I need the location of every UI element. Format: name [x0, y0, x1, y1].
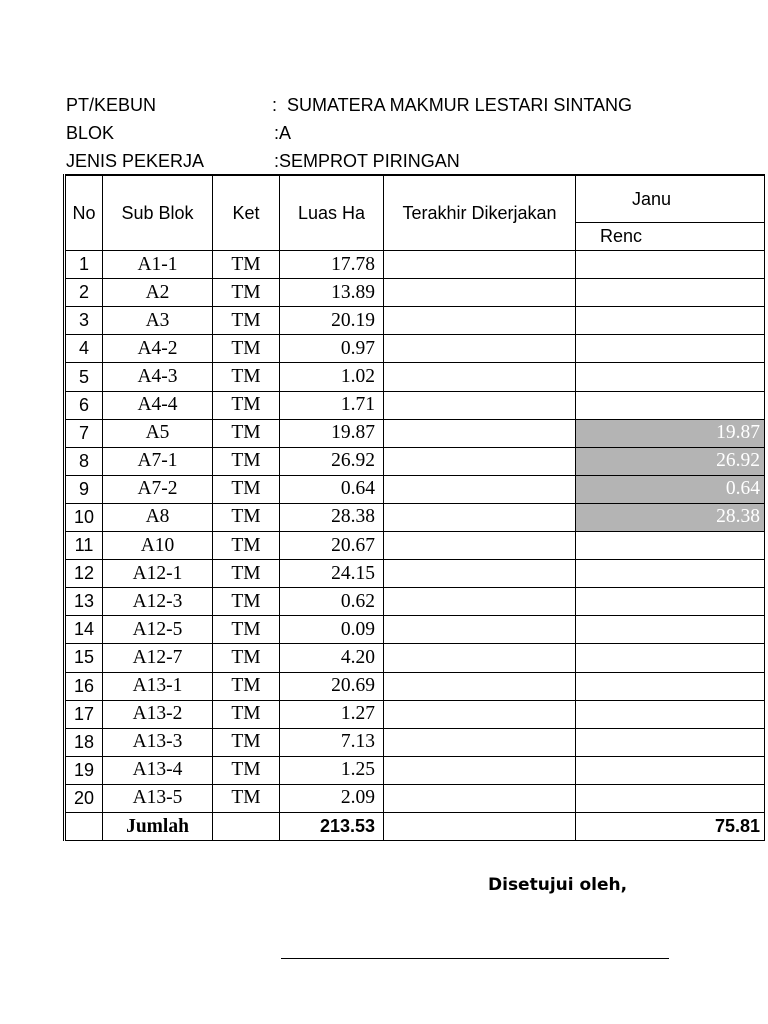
row-ket-cell: TM — [213, 588, 280, 616]
row-sub-blok-cell: A13-1 — [103, 672, 213, 700]
row-renc-cell — [576, 784, 765, 812]
row-ket-cell: TM — [213, 700, 280, 728]
row-terakhir-cell — [384, 419, 576, 447]
row-ket-cell: TM — [213, 532, 280, 560]
row-sub-blok-cell: A12-3 — [103, 588, 213, 616]
row-terakhir-cell — [384, 447, 576, 475]
table-row — [65, 447, 765, 475]
row-ket-cell: TM — [213, 475, 280, 503]
row-ket-cell: TM — [213, 784, 280, 812]
header-renc: Renc — [576, 223, 765, 251]
row-sub-blok-cell: A8 — [103, 503, 213, 531]
row-ket-cell: TM — [213, 307, 280, 335]
row-sub-blok-cell: A13-2 — [103, 700, 213, 728]
row-sub-blok-cell: A4-4 — [103, 391, 213, 419]
row-luas-cell: 24.15 — [280, 560, 384, 588]
row-renc-cell — [576, 279, 765, 307]
header-ket: Ket — [213, 175, 280, 251]
row-luas-cell: 0.97 — [280, 335, 384, 363]
row-terakhir-cell — [384, 560, 576, 588]
table-row — [65, 560, 765, 588]
company-value: SUMATERA MAKMUR LESTARI SINTANG — [287, 95, 633, 115]
company-colon: : — [272, 95, 278, 115]
row-terakhir-cell — [384, 672, 576, 700]
row-terakhir-cell — [384, 700, 576, 728]
row-sub-blok-cell: A3 — [103, 307, 213, 335]
row-terakhir-cell — [384, 279, 576, 307]
row-terakhir-cell — [384, 335, 576, 363]
row-luas-cell: 0.62 — [280, 588, 384, 616]
row-ket-cell: TM — [213, 644, 280, 672]
row-terakhir-cell — [384, 728, 576, 756]
row-sub-blok-cell: A12-7 — [103, 644, 213, 672]
table-row — [65, 700, 765, 728]
row-renc-cell — [576, 363, 765, 391]
row-luas-cell: 17.78 — [280, 251, 384, 279]
table-row — [65, 279, 765, 307]
row-no-cell: 3 — [65, 307, 103, 335]
table-row — [65, 503, 765, 531]
row-sub-blok-cell: A4-2 — [103, 335, 213, 363]
row-renc-cell: 28.38 — [576, 503, 765, 531]
header-no: No — [65, 175, 103, 251]
row-ket-cell: TM — [213, 756, 280, 784]
row-no-cell: 14 — [65, 616, 103, 644]
total-luas-cell: 213.53 — [280, 812, 384, 840]
row-no-cell: 19 — [65, 756, 103, 784]
row-luas-cell: 7.13 — [280, 728, 384, 756]
row-sub-blok-cell: A7-1 — [103, 447, 213, 475]
row-no-cell: 18 — [65, 728, 103, 756]
row-luas-cell: 2.09 — [280, 784, 384, 812]
total-no-cell — [65, 812, 103, 840]
row-no-cell: 13 — [65, 588, 103, 616]
row-renc-cell: 26.92 — [576, 447, 765, 475]
table-row — [65, 391, 765, 419]
row-ket-cell: TM — [213, 419, 280, 447]
row-no-cell: 16 — [65, 672, 103, 700]
row-renc-cell — [576, 251, 765, 279]
row-no-cell: 17 — [65, 700, 103, 728]
row-terakhir-cell — [384, 756, 576, 784]
row-renc-cell — [576, 532, 765, 560]
row-renc-cell — [576, 728, 765, 756]
row-ket-cell: TM — [213, 391, 280, 419]
row-sub-blok-cell: A12-5 — [103, 616, 213, 644]
row-luas-cell: 1.02 — [280, 363, 384, 391]
work-plan-table — [63, 174, 765, 841]
row-renc-cell — [576, 588, 765, 616]
row-sub-blok-cell: A2 — [103, 279, 213, 307]
row-luas-cell: 13.89 — [280, 279, 384, 307]
row-ket-cell: TM — [213, 616, 280, 644]
total-row — [65, 812, 765, 840]
row-luas-cell: 4.20 — [280, 644, 384, 672]
table-row — [65, 756, 765, 784]
table-row — [65, 644, 765, 672]
row-no-cell: 2 — [65, 279, 103, 307]
row-sub-blok-cell: A12-1 — [103, 560, 213, 588]
table-row — [65, 532, 765, 560]
row-ket-cell: TM — [213, 363, 280, 391]
header-terakhir: Terakhir Dikerjakan — [384, 175, 576, 251]
row-no-cell: 4 — [65, 335, 103, 363]
row-ket-cell: TM — [213, 279, 280, 307]
header-row — [65, 175, 765, 223]
table-row — [65, 728, 765, 756]
table-row — [65, 419, 765, 447]
row-sub-blok-cell: A4-3 — [103, 363, 213, 391]
row-renc-cell — [576, 391, 765, 419]
total-renc-cell: 75.81 — [576, 812, 765, 840]
approval-label: Disetujui oleh, — [488, 875, 628, 895]
row-luas-cell: 0.09 — [280, 616, 384, 644]
row-ket-cell: TM — [213, 728, 280, 756]
row-terakhir-cell — [384, 363, 576, 391]
row-luas-cell: 1.25 — [280, 756, 384, 784]
row-ket-cell: TM — [213, 447, 280, 475]
table-row — [65, 616, 765, 644]
header-month: Janu — [576, 175, 765, 223]
row-no-cell: 15 — [65, 644, 103, 672]
row-renc-cell — [576, 672, 765, 700]
row-no-cell: 1 — [65, 251, 103, 279]
row-terakhir-cell — [384, 616, 576, 644]
company-label: PT/KEBUN — [66, 95, 157, 115]
row-ket-cell: TM — [213, 560, 280, 588]
row-luas-cell: 1.27 — [280, 700, 384, 728]
row-no-cell: 7 — [65, 419, 103, 447]
table-row — [65, 335, 765, 363]
signature-line — [281, 958, 669, 959]
row-renc-cell — [576, 307, 765, 335]
header-luas: Luas Ha — [280, 175, 384, 251]
row-sub-blok-cell: A13-4 — [103, 756, 213, 784]
row-renc-cell — [576, 616, 765, 644]
row-sub-blok-cell: A7-2 — [103, 475, 213, 503]
row-ket-cell: TM — [213, 251, 280, 279]
table-row — [65, 251, 765, 279]
row-no-cell: 9 — [65, 475, 103, 503]
row-sub-blok-cell: A10 — [103, 532, 213, 560]
row-renc-cell — [576, 560, 765, 588]
row-luas-cell: 0.64 — [280, 475, 384, 503]
table-row — [65, 588, 765, 616]
row-no-cell: 8 — [65, 447, 103, 475]
row-terakhir-cell — [384, 307, 576, 335]
row-terakhir-cell — [384, 532, 576, 560]
table-row — [65, 672, 765, 700]
table-row — [65, 363, 765, 391]
row-no-cell: 10 — [65, 503, 103, 531]
table-row — [65, 307, 765, 335]
row-luas-cell: 20.19 — [280, 307, 384, 335]
work-type-label: JENIS PEKERJA — [66, 151, 205, 171]
row-renc-cell: 0.64 — [576, 475, 765, 503]
row-ket-cell: TM — [213, 672, 280, 700]
row-ket-cell: TM — [213, 503, 280, 531]
row-no-cell: 5 — [65, 363, 103, 391]
row-renc-cell: 19.87 — [576, 419, 765, 447]
table-row — [65, 475, 765, 503]
row-luas-cell: 20.67 — [280, 532, 384, 560]
row-renc-cell — [576, 756, 765, 784]
row-terakhir-cell — [384, 475, 576, 503]
row-luas-cell: 20.69 — [280, 672, 384, 700]
spreadsheet-area — [63, 174, 760, 846]
table-body — [65, 175, 765, 841]
work-type-value: :SEMPROT PIRINGAN — [274, 151, 460, 171]
table-row — [65, 784, 765, 812]
row-sub-blok-cell: A13-3 — [103, 728, 213, 756]
row-terakhir-cell — [384, 644, 576, 672]
block-value: :A — [274, 123, 292, 143]
total-ket-cell — [213, 812, 280, 840]
row-ket-cell: TM — [213, 335, 280, 363]
row-terakhir-cell — [384, 503, 576, 531]
row-renc-cell — [576, 335, 765, 363]
row-terakhir-cell — [384, 588, 576, 616]
row-luas-cell: 19.87 — [280, 419, 384, 447]
row-sub-blok-cell: A13-5 — [103, 784, 213, 812]
row-renc-cell — [576, 700, 765, 728]
row-luas-cell: 26.92 — [280, 447, 384, 475]
row-no-cell: 11 — [65, 532, 103, 560]
row-no-cell: 20 — [65, 784, 103, 812]
total-terakhir-cell — [384, 812, 576, 840]
row-terakhir-cell — [384, 251, 576, 279]
header-sub-blok: Sub Blok — [103, 175, 213, 251]
block-label: BLOK — [66, 123, 115, 143]
row-terakhir-cell — [384, 391, 576, 419]
row-sub-blok-cell: A5 — [103, 419, 213, 447]
row-no-cell: 6 — [65, 391, 103, 419]
row-terakhir-cell — [384, 784, 576, 812]
row-renc-cell — [576, 644, 765, 672]
row-luas-cell: 28.38 — [280, 503, 384, 531]
row-luas-cell: 1.71 — [280, 391, 384, 419]
row-no-cell: 12 — [65, 560, 103, 588]
total-label-cell: Jumlah — [103, 812, 213, 840]
row-sub-blok-cell: A1-1 — [103, 251, 213, 279]
